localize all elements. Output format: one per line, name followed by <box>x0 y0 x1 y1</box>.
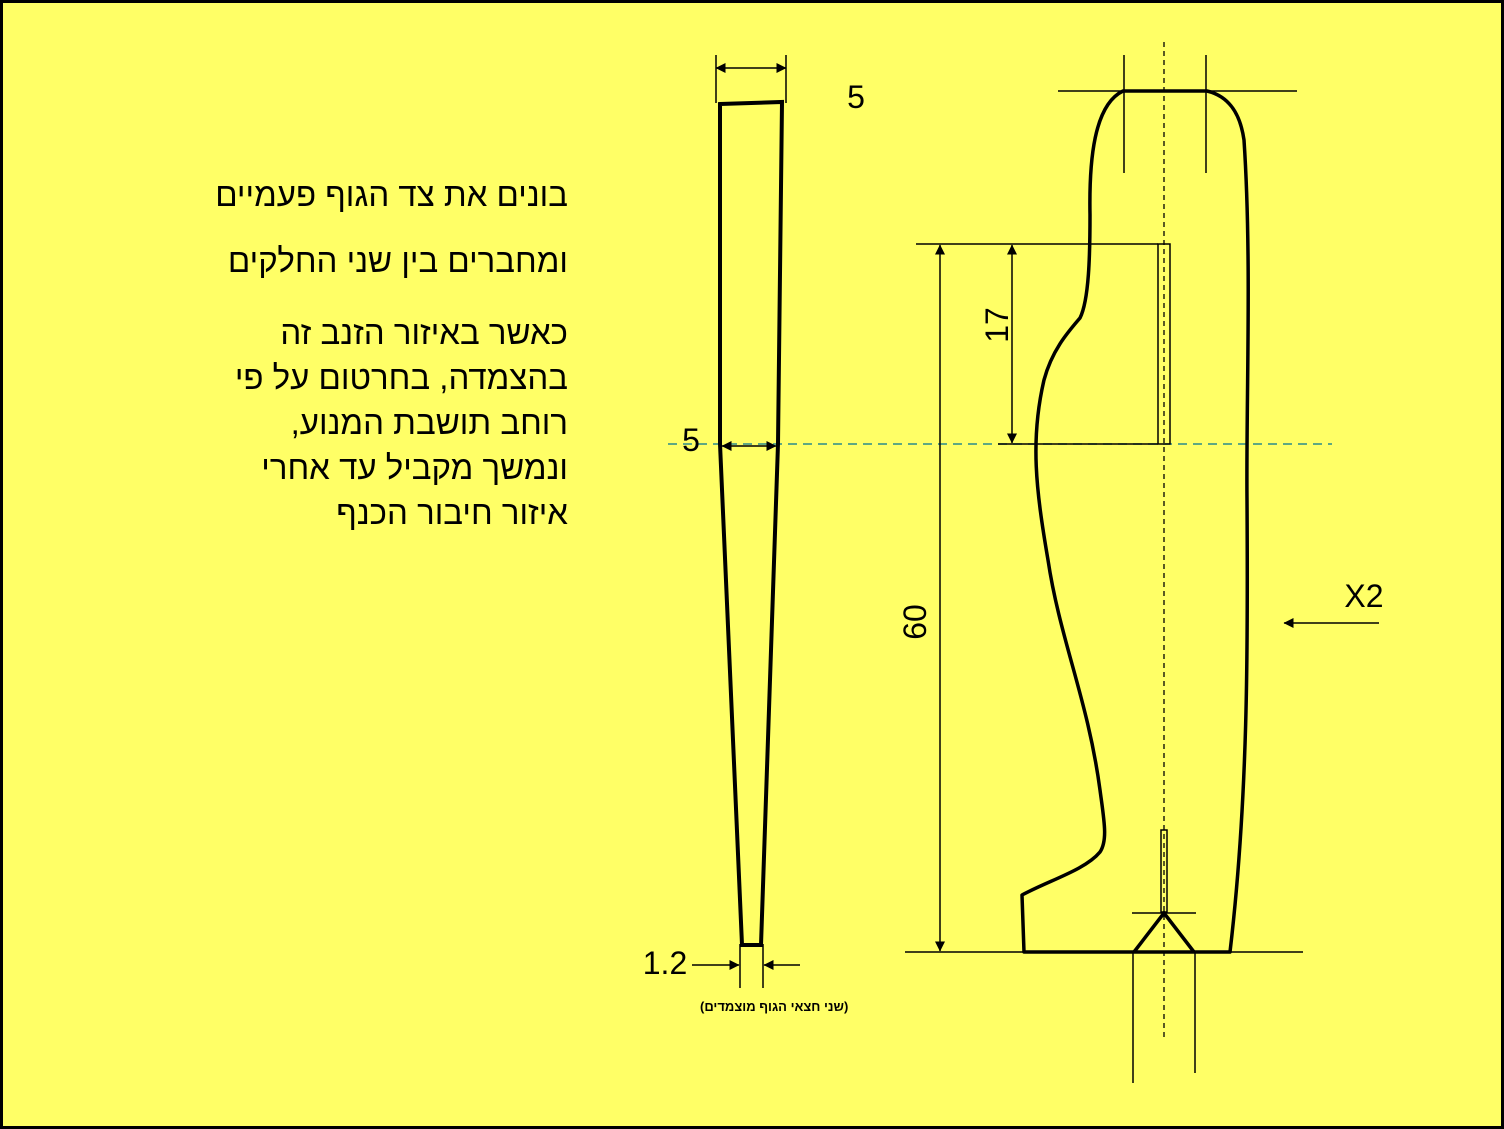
instruction-line-2: ומחברים בין שני החלקים <box>227 242 568 279</box>
instruction-paragraph-line: איזור חיבור הכנף <box>336 494 568 531</box>
dim-label-17: 17 <box>979 307 1015 343</box>
top-view-caption: (שני חצאי הגוף מוצמדים) <box>700 999 849 1014</box>
instruction-paragraph-line: בהצמדה, בחרטום על פי <box>234 359 568 396</box>
instruction-line-1: בונים את צד הגוף פעמיים <box>215 176 568 213</box>
side-view-outline <box>1022 91 1248 952</box>
top-view-outline <box>720 102 782 945</box>
instruction-paragraph-line: ונמשך מקביל עד אחרי <box>261 449 568 486</box>
top-view <box>643 55 865 1014</box>
dim-label-60: 60 <box>897 604 933 640</box>
instruction-paragraph-line: כאשר באיזור הזנב זה <box>280 314 568 351</box>
dim-label-top: 5 <box>847 79 865 115</box>
instruction-paragraph-line: רוחב תושבת המנוע, <box>290 404 568 441</box>
dim-label-middle: 5 <box>682 422 700 458</box>
side-view <box>897 42 1384 1083</box>
quantity-label: X2 <box>1344 578 1384 614</box>
dim-label-bottom: 1.2 <box>642 945 688 981</box>
